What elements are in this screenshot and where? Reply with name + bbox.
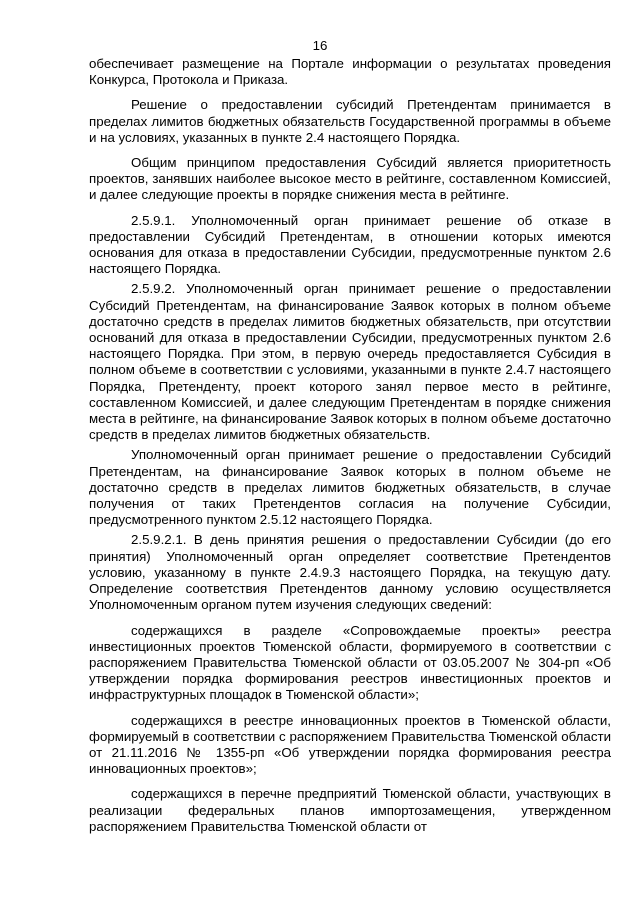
paragraph: содержащихся в перечне предприятий Тюменской области, участвующих в реализации федеральных планов импортозамещения, утвержденном распоряжением Правительства Тюменской области от xyxy=(89,786,611,834)
paragraph: Решение о предоставлении субсидий Претендентам принимается в пределах лимитов бюджетных обязательств Государственной программы в объеме и на условиях, указанных в пункте 2.4 настоящего Порядка. xyxy=(89,97,611,145)
paragraph: содержащихся в реестре инновационных проектов в Тюменской области, формируемый в соответствии с распоряжением Правительства Тюменской области от 21.11.2016 № 1355-рп «Об утверждении порядка формирования реестра инновационных проектов»; xyxy=(89,712,611,777)
paragraph: обеспечивает размещение на Портале информации о результатах проведения Конкурса, Протокола и Приказа. xyxy=(89,56,611,88)
paragraph: содержащихся в разделе «Сопровождаемые проекты» реестра инвестиционных проектов Тюменской области, формируемого в соответствии с распоряжением Правительства Тюменской области от 03.05.2007 № 304-рп «Об утверждении порядка формирования реестров инвестиционных проектов и инфраструктурных площадок в Тюменской области»; xyxy=(89,622,611,703)
paragraph: Уполномоченный орган принимает решение о предоставлении Субсидий Претендентам, на финансирование Заявок которых в полном объеме не достаточно средств в пределах лимитов бюджетных обязательств, в случае получения от таких Претендентов согласия на получение Субсидии, предусмотренного пунктом 2.5.12 настоящего Порядка. xyxy=(89,447,611,528)
paragraph: 2.5.9.1. Уполномоченный орган принимает решение об отказе в предоставлении Субсидий Претендентам, в отношении которых имеются основания для отказа в предоставлении Субсидии, предусмотренные пунктом 2.6 настоящего Порядка. xyxy=(89,212,611,277)
paragraph: 2.5.9.2. Уполномоченный орган принимает решение о предоставлении Субсидий Претендентам, на финансирование Заявок которых в полном объеме достаточно средств в пределах лимитов бюджетных обязательств, при отсутствии оснований для отказа в предоставлении Субсидии, предусмотренных пунктом 2.6 настоящего Порядка. При этом, в первую очередь предоставляется Субсидия в полном объеме в соответствии с условиями, указанными в пункте 2.4.7 настоящего Порядка, Претенденту, проект которого занял первое место в рейтинге, составленном Комиссией, и далее следующим Претендентам в порядке снижения места в рейтинге, на финансирование Заявок которых в полном объеме достаточно средств в пределах лимитов бюджетных обязательств. xyxy=(89,281,611,443)
page-number: 16 xyxy=(312,38,328,53)
paragraph: Общим принципом предоставления Субсидий является приоритетность проектов, занявших наиболее высокое место в рейтинге, составленном Комиссией, и далее следующие проекты в порядке снижения места в рейтинге. xyxy=(89,155,611,203)
document-body xyxy=(89,56,611,844)
paragraph: 2.5.9.2.1. В день принятия решения о предоставлении Субсидии (до его принятия) Уполномоченный орган определяет соответствие Претендентов условию, указанному в пункте 2.4.9.3 настоящего Порядка, на текущую дату. Определение соответствия Претендентов данному условию осуществляется Уполномоченным органом путем изучения следующих сведений: xyxy=(89,532,611,613)
